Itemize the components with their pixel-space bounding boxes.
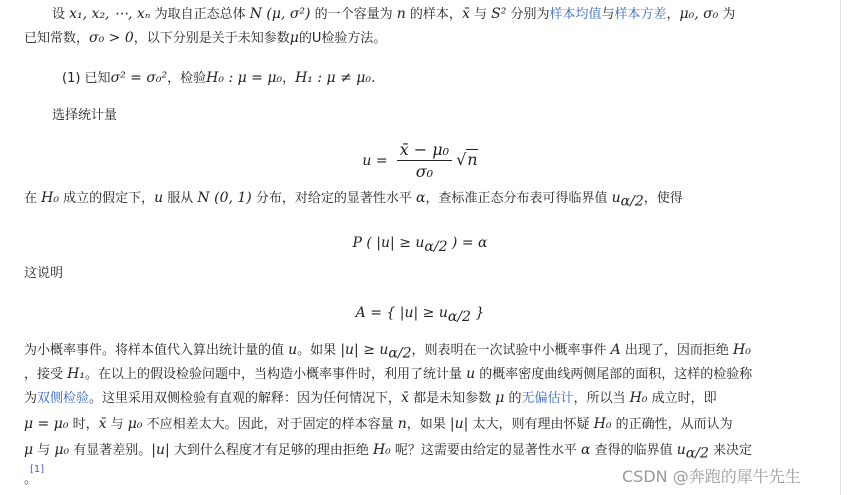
text: 不应相差太大。因此，对于固定的样本容量 [142, 417, 398, 432]
math-subscript: α/2 [620, 193, 644, 210]
math-mu0: μ₀ [127, 416, 143, 432]
text: ，使得 [643, 191, 683, 206]
intro-line-2 [24, 28, 386, 49]
text: 的概率密度曲线两侧尾部的面积，这样的检验称 [475, 367, 753, 382]
text: 分布，对给定的显著性水平 [251, 191, 417, 206]
math-subscript: α/2 [685, 445, 709, 462]
paragraph-line-1 [24, 340, 751, 364]
math-mu: μ [495, 390, 505, 406]
sqrt-arg: n [467, 150, 478, 169]
text: 成立时，即 [647, 391, 717, 406]
math-n: n [396, 6, 406, 22]
text: ，如果 [406, 417, 450, 432]
text: ，检验 [167, 71, 207, 86]
text: 分别为 [506, 7, 550, 22]
math-mu: μ [24, 442, 34, 458]
this-shows-label: 这说明 [24, 266, 64, 281]
text: 与 [106, 417, 128, 432]
math-event-a: A [610, 342, 621, 358]
text: 太大，则有理由怀疑 [468, 417, 594, 432]
text: 设 [52, 7, 70, 22]
math-h0: H₀ [372, 442, 391, 458]
math-a-rhs: } [470, 305, 485, 321]
text: 为小概率事件。将样本值代入算出统计量的值 [24, 343, 289, 358]
text: 为取自正态总体 [150, 7, 250, 22]
paragraph-line-2 [24, 364, 752, 385]
math-p-tail: ) = α [447, 235, 488, 251]
fraction [397, 140, 452, 181]
text: 的一个容量为 [310, 7, 397, 22]
text: ，接受 [24, 367, 68, 382]
math-subscript: α/2 [424, 239, 448, 256]
math-alpha: α [416, 190, 426, 206]
text: 。在以上的假设检验问题中，当构造小概率事件时，利用了统计量 [84, 367, 467, 382]
sqrt [456, 149, 478, 169]
math-xbar: x̄ [461, 6, 470, 22]
text: 大到什么程度才有足够的理由拒绝 [169, 443, 373, 458]
math-abs-u: |u| [449, 416, 469, 432]
text: 。如果 [297, 343, 341, 358]
math-mu: μ [289, 30, 299, 46]
text: ，则表明在一次试验中小概率事件 [411, 343, 611, 358]
sqrt-symbol: √ [456, 150, 467, 169]
math-condition: |u| ≥ u [340, 342, 389, 358]
choose-statistic-label: 选择统计量 [52, 108, 118, 123]
math-u: u [154, 190, 164, 206]
math-p-expression: P ( |u| ≥ u [352, 235, 425, 251]
text: (1) 已知 [62, 71, 111, 86]
paragraph-line-4 [24, 414, 733, 435]
text: ， [282, 71, 296, 86]
math-h0: H₀ : μ = μ₀ [206, 70, 283, 86]
fraction-denominator: σ₀ [415, 162, 434, 181]
math-sigma-cond: σ₀ > 0 [89, 30, 134, 46]
text: ，所以当 [573, 391, 630, 406]
text: ，查标准正态分布表可得临界值 [425, 191, 612, 206]
math-n01: N (0, 1) [197, 190, 252, 206]
text: 与 [469, 7, 492, 22]
text: 为 [24, 391, 38, 406]
formula-u [0, 140, 840, 181]
math-critical-value: u [676, 442, 686, 458]
text: 时， [68, 417, 99, 432]
text: ， [666, 7, 680, 22]
math-h0: H₀ [733, 342, 751, 358]
text: 都是未知参数 [408, 391, 496, 406]
math-xbar: x̄ [401, 390, 409, 406]
math-a-body: |u| ≥ u [395, 305, 448, 321]
math-n: n [397, 416, 407, 432]
csdn-watermark: CSDN @奔跑的犀牛先生 [622, 467, 801, 486]
math-params: μ₀, σ₀ [679, 6, 719, 22]
link-two-sided-test[interactable]: 双侧检验 [37, 391, 90, 406]
math-critical-value: u [611, 190, 621, 206]
math-subscript: α/2 [388, 345, 412, 362]
text: 成立的假定下， [58, 191, 155, 206]
link-sample-variance[interactable]: 样本方差 [614, 7, 667, 22]
text: 的样本， [405, 7, 462, 22]
paragraph-end: 。 [24, 472, 38, 487]
text: 出现了，因而拒绝 [620, 343, 734, 358]
text: 有显著差别。 [69, 443, 152, 458]
fraction-numerator: x̄ − μ₀ [397, 140, 452, 161]
text: 与 [33, 443, 55, 458]
text: 服从 [163, 191, 198, 206]
formula-probability [0, 232, 840, 255]
math-sample-vars: x₁, x₂, ⋯, xₙ [69, 6, 151, 22]
text: 与 [601, 7, 615, 22]
math-alpha: α [581, 442, 591, 458]
text: 查得的临界值 [590, 443, 677, 458]
math-sigma-known: σ² = σ₀² [110, 70, 168, 86]
math-normal-dist: N (μ, σ²) [249, 6, 311, 22]
reference-link[interactable]: [1] [30, 464, 45, 475]
math-h0: H₀ [593, 416, 612, 432]
math-abs-u: |u| [151, 442, 170, 458]
text: 在 [24, 191, 42, 206]
paragraph-line-3 [24, 388, 717, 409]
right-border [840, 0, 841, 495]
intro-line-1 [52, 4, 735, 25]
case1-line [62, 68, 375, 89]
math-u: u [466, 366, 476, 382]
math-subscript: α/2 [447, 309, 471, 326]
math-a-lhs: A = { [355, 305, 396, 321]
math-mu0: μ₀ [54, 442, 70, 458]
math-s2: S² [491, 6, 507, 22]
text: 呢？这需要由给定的显著性水平 [390, 443, 582, 458]
link-sample-mean[interactable]: 样本均值 [549, 7, 602, 22]
math-xbar: x̄ [98, 416, 107, 432]
paragraph-line-5 [24, 440, 752, 464]
math-u: u [288, 342, 298, 358]
text: 。这里采用双侧检验有直观的解释：因为任何情况下， [89, 391, 402, 406]
math-u-lhs: u = [362, 153, 388, 169]
math-h0: H₀ [629, 390, 648, 406]
formula-event-a [0, 302, 840, 325]
link-unbiased-estimate[interactable]: 无偏估计 [521, 391, 574, 406]
text: 为 [718, 7, 736, 22]
math-h0: H₀ [41, 190, 59, 206]
text: ，以下分别是关于未知参数 [133, 31, 290, 46]
paragraph-h0-assumption [24, 188, 683, 212]
text: 的 [504, 391, 522, 406]
math-h1: H₁ : μ ≠ μ₀. [295, 70, 376, 86]
text: 的U检验方法。 [298, 31, 387, 46]
math-h1: H₁ [67, 366, 85, 382]
math-mu-eq: μ = μ₀ [24, 416, 69, 432]
text: 已知常数， [24, 31, 90, 46]
text: 来决定 [708, 443, 753, 458]
text: 的正确性，从而认为 [611, 417, 733, 432]
